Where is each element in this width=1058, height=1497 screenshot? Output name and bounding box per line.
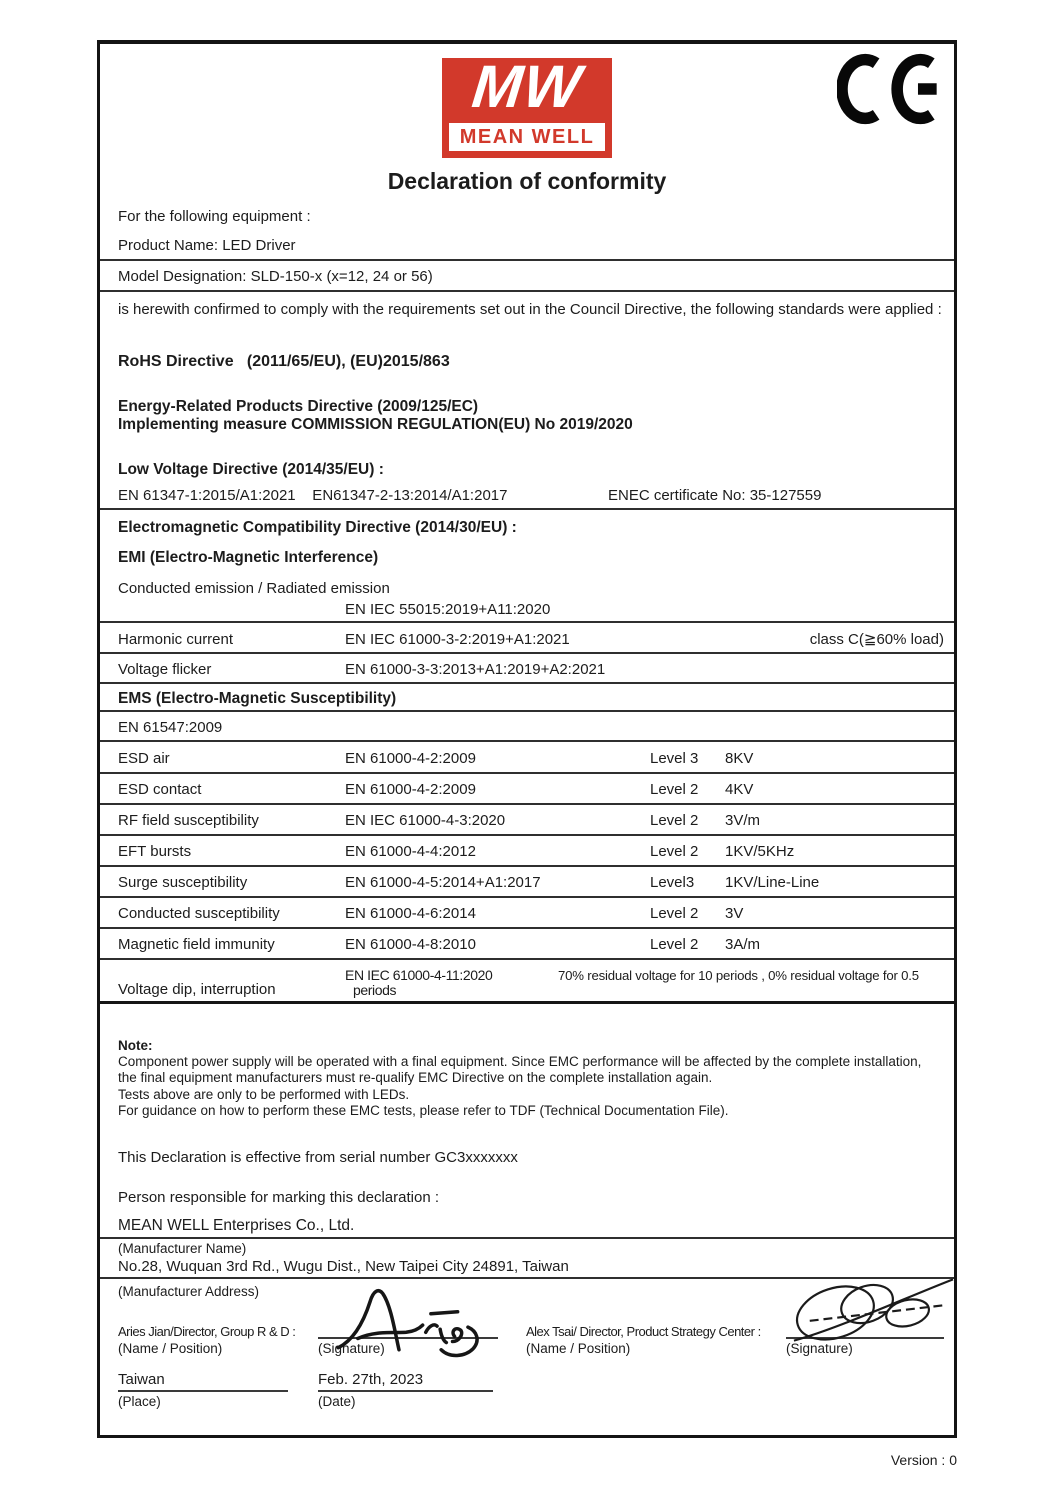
signature-label: (Signature) — [318, 1340, 385, 1356]
model-designation-line: Model Designation: SLD-150-x (x=12, 24 or 56) — [100, 269, 954, 292]
test-level: Level 2 — [650, 811, 699, 829]
ems-base-standard: EN 61547:2009 — [100, 720, 954, 742]
test-value: 3V/m — [725, 811, 761, 829]
test-value: 3V — [725, 904, 744, 922]
signature-aries — [330, 1283, 505, 1361]
ems-row-surge — [100, 875, 954, 898]
ems-row-eft — [100, 844, 954, 867]
test-value: 1KV/Line-Line — [725, 873, 820, 891]
signer-name-position: Aries Jian/Director, Group R & D : — [118, 1323, 296, 1339]
test-level: Level 2 — [650, 842, 699, 860]
note-line: Component power supply will be operated with a final equipment. Since EMC performance will be affected by the complete installation, — [118, 1053, 922, 1069]
meanwell-logo-mw-text: MW — [469, 53, 585, 120]
ems-section-heading: EMS (Electro-Magnetic Susceptibility) — [100, 690, 954, 712]
test-label: EFT bursts — [118, 842, 192, 860]
ems-row-rf-field — [100, 813, 954, 836]
test-standard: EN 61000-4-4:2012 — [345, 842, 476, 860]
product-name-line: Product Name: LED Driver — [100, 238, 954, 261]
for-equipment-line: For the following equipment : — [118, 208, 311, 225]
test-value: 4KV — [725, 780, 754, 798]
test-label: RF field susceptibility — [118, 811, 259, 829]
serial-effective-line: This Declaration is effective from serial number GC3xxxxxxx — [118, 1148, 518, 1166]
declaration-document — [97, 40, 957, 1438]
emi-test-label: Voltage flicker — [118, 660, 212, 678]
test-label: ESD air — [118, 749, 170, 767]
test-standard: EN 61000-4-8:2010 — [345, 935, 476, 953]
emi-row-flicker — [100, 662, 954, 684]
test-standard — [345, 968, 558, 998]
place-date-labels — [100, 1394, 954, 1409]
manufacturer-name: MEAN WELL Enterprises Co., Ltd. — [100, 1218, 954, 1239]
place-label: (Place) — [118, 1393, 161, 1409]
meanwell-logo-wordmark: MEAN WELL — [459, 125, 595, 148]
note-line: Tests above are only to be performed with LEDs. — [118, 1086, 410, 1102]
emi-test-standard: EN IEC 55015:2019+A11:2020 — [345, 600, 551, 618]
note-heading: Note: — [118, 1037, 153, 1053]
document-header — [100, 44, 954, 162]
ems-row-conducted — [100, 906, 954, 929]
enec-certificate: ENEC certificate No: 35-127559 — [608, 486, 822, 504]
test-standard: EN 61000-4-6:2014 — [345, 904, 476, 922]
rohs-directive-heading: RoHS Directive (2011/65/EU), (EU)2015/863 — [118, 352, 450, 370]
test-label: ESD contact — [118, 780, 202, 798]
meanwell-logo-box — [442, 53, 612, 158]
emc-directive-heading: Electromagnetic Compatibility Directive (2014/30/EU) : — [118, 518, 517, 536]
place-date-gap — [288, 1372, 318, 1392]
test-label: Surge susceptibility — [118, 873, 248, 891]
signature-alex — [788, 1268, 956, 1348]
ems-row-magnetic — [100, 937, 954, 960]
erp-directive-heading: Energy-Related Products Directive (2009/125/EC) — [118, 397, 479, 415]
note-line: the final equipment manufacturers must re-qualify EMC Directive on the complete installation again. — [118, 1070, 713, 1085]
emi-test-label: Harmonic current — [118, 630, 234, 648]
emi-test-remark: class C(≧60% load) — [809, 630, 944, 648]
emi-test-standard: EN 61000-3-3:2013+A1:2019+A2:2021 — [345, 660, 606, 678]
responsible-person-line: Person responsible for marking this declaration : — [118, 1188, 439, 1206]
place-value: Taiwan — [118, 1372, 288, 1392]
test-standard-line1: EN IEC 61000-4-11:2020 — [345, 966, 493, 983]
test-level: Level 2 — [650, 904, 699, 922]
name-position-label: (Name / Position) — [118, 1340, 223, 1356]
test-value: 8KV — [725, 749, 754, 767]
manufacturer-address-label: (Manufacturer Address) — [118, 1283, 260, 1299]
test-label: Conducted susceptibility — [118, 904, 280, 922]
ce-mark-icon — [837, 52, 942, 126]
page-title: Declaration of conformity — [387, 168, 667, 194]
place-date-row — [100, 1372, 954, 1392]
emi-test-standard: EN IEC 61000-3-2:2019+A1:2021 — [345, 630, 570, 648]
emi-row-harmonic — [100, 632, 954, 654]
signature-label: (Signature) — [786, 1340, 853, 1356]
note-line: For guidance on how to perform these EMC tests, please refer to TDF (Technical Documentation File). — [118, 1103, 729, 1118]
manufacturer-address: No.28, Wuquan 3rd Rd., Wugu Dist., New Taipei City 24891, Taiwan — [100, 1259, 954, 1279]
test-standard: EN 61000-4-5:2014+A1:2017 — [345, 873, 541, 891]
name-position-label: (Name / Position) — [526, 1340, 631, 1356]
manufacturer-name-label: (Manufacturer Name) — [118, 1240, 247, 1256]
conformity-statement: is herewith confirmed to comply with the requirements set out in the Council Directive, the following standards were applied : — [118, 301, 942, 318]
emi-row-emission — [100, 580, 954, 623]
test-label: Voltage dip, interruption — [118, 980, 276, 998]
test-standard: EN IEC 61000-4-3:2020 — [345, 811, 506, 829]
test-standard-line2: periods — [353, 981, 397, 998]
ems-row-esd-contact — [100, 782, 954, 805]
test-level: Level 2 — [650, 780, 699, 798]
lvd-standards-row — [100, 488, 954, 510]
test-level: Level 3 — [650, 749, 699, 767]
meanwell-logo — [442, 53, 612, 158]
test-value: 1KV/5KHz — [725, 842, 795, 860]
ems-row-esd-air — [100, 751, 954, 774]
test-label: Magnetic field immunity — [118, 935, 275, 953]
erp-implementing-measure: Implementing measure COMMISSION REGULATION(EU) No 2019/2020 — [118, 415, 633, 433]
emi-test-label: Conducted emission / Radiated emission — [118, 579, 390, 597]
test-value: 3A/m — [725, 935, 761, 953]
place-date-labels-gap — [288, 1394, 318, 1409]
test-standard: EN 61000-4-2:2009 — [345, 749, 476, 767]
signer-name-position: Alex Tsai/ Director, Product Strategy Center : — [526, 1323, 761, 1339]
test-remark: 70% residual voltage for 10 periods , 0% residual voltage for 0.5 — [558, 967, 919, 983]
test-level: Level 2 — [650, 935, 699, 953]
test-standard: EN 61000-4-2:2009 — [345, 780, 476, 798]
lvd-heading: Low Voltage Directive (2014/35/EU) : — [118, 460, 384, 478]
ems-row-voltage-dip — [100, 968, 954, 1004]
lvd-standards: EN 61347-1:2015/A1:2021 EN61347-2-13:2014/A1:2017 — [118, 486, 508, 504]
date-value: Feb. 27th, 2023 — [318, 1372, 493, 1392]
test-level: Level3 — [650, 873, 695, 891]
emi-section-heading: EMI (Electro-Magnetic Interference) — [118, 548, 379, 566]
date-label: (Date) — [318, 1393, 356, 1409]
version-label: Version : 0 — [890, 1452, 957, 1468]
meanwell-logo-strip — [449, 123, 605, 151]
